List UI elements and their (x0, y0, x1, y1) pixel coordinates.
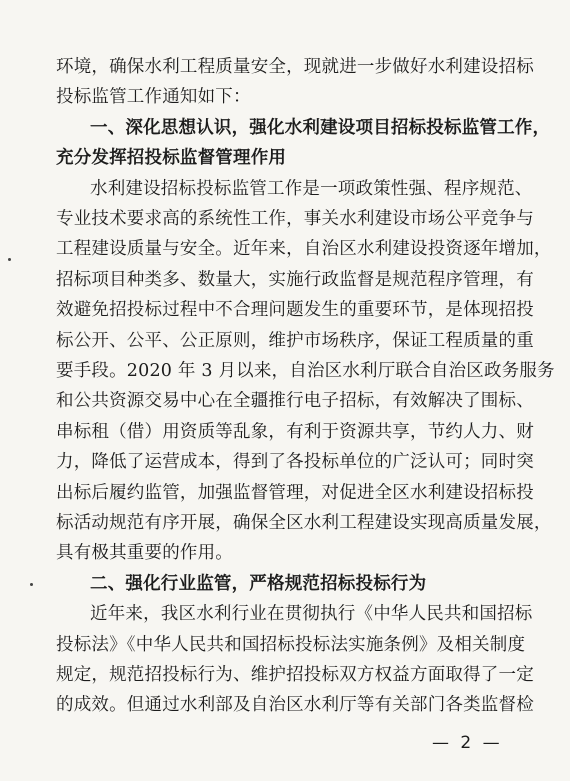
text-line-22: 的成效。但通过水利部及自治区水利厅等有关部门各类监督检 (56, 695, 534, 716)
scan-speck (30, 583, 33, 586)
text-line-21: 规定，规范招投标行为、维护招投标双方权益方面取得了一定 (56, 665, 534, 685)
page-number: — 2 — (432, 733, 503, 753)
scan-speck (8, 258, 11, 261)
text-line-2: 投标监管工作通知如下： (56, 87, 251, 108)
text-line-8: 招标项目种类多、数量大，实施行政监督是规范程序管理，有 (56, 269, 534, 290)
text-line-11: 要手段。2020 年 3 月以来，自治区水利厅联合自治区政务服务 (56, 361, 555, 381)
text-line-10: 标公开、公平、公正原则，维护市场秩序，保证工程质量的重 (56, 330, 534, 351)
text-line-9: 效避免招投标过程中不合理问题发生的重要环节，是体现招投 (56, 300, 534, 321)
section-heading-1: 一、深化思想认识，强化水利建设项目招标投标监管工作， (90, 117, 551, 138)
text-line-6: 专业技术要求高的系统性工作，事关水利建设市场公平竞争与 (56, 209, 534, 229)
text-line-20: 投标法》《中华人民共和国招标投标法实施条例》及相关制度 (56, 634, 526, 655)
section-heading-2-visible: 二、强化行业监管，严格规范招标投标行为 (90, 573, 427, 594)
text-line-12: 和公共资源交易中心在全疆推行电子招标，有效解决了围标、 (56, 391, 534, 412)
text-line-14: 力，降低了运营成本，得到了各投标单位的广泛认可；同时突 (56, 452, 534, 473)
text-line-15: 出标后履约监管，加强监督管理，对促进全区水利建设招标投 (56, 482, 534, 503)
section-heading-1-cont: 充分发挥招投标监督管理作用 (56, 148, 287, 169)
text-line-17: 具有极其重要的作用。 (56, 543, 233, 564)
text-line-1: 环境，确保水利工程质量安全，现就进一步做好水利建设招标 (56, 57, 534, 77)
text-line-13: 串标租（借）用资质等乱象，有利于资源共享，节约人力、财 (56, 421, 534, 442)
text-line-19: 近年来，我区水利行业在贯彻执行《中华人民共和国招标 (90, 604, 533, 625)
text-line-5: 水利建设招标投标监管工作是一项政策性强、程序规范、 (90, 178, 533, 199)
text-line-16: 标活动规范有序开展，确保全区水利工程建设实现高质量发展， (56, 513, 552, 533)
text-line-7: 工程建设质量与安全。近年来，自治区水利建设投资逐年增加， (56, 239, 552, 260)
